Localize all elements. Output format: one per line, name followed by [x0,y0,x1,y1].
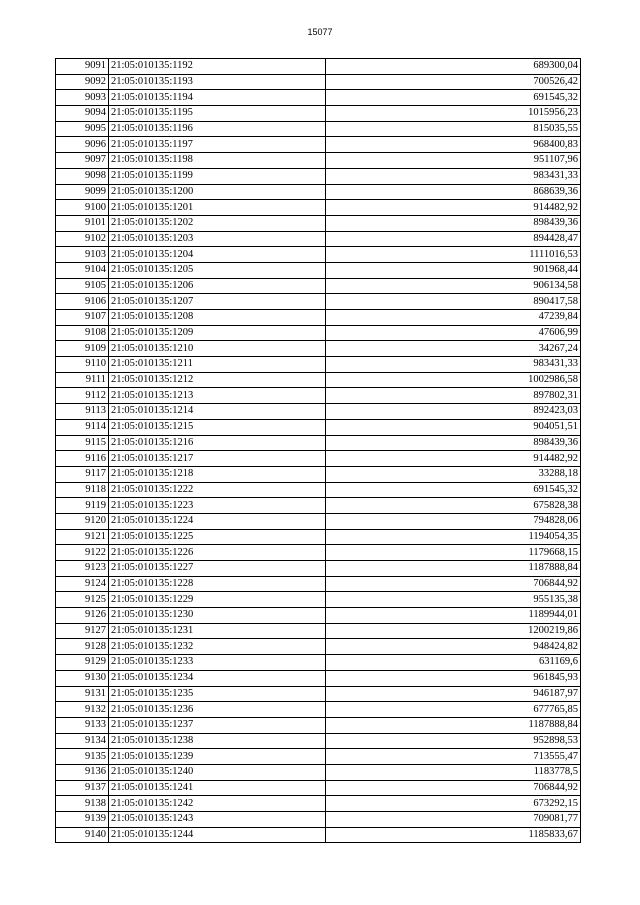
row-number-cell: 9121 [56,529,109,545]
cadastral-value-cell: 951107,96 [326,153,581,169]
table-row [56,341,581,357]
row-number-cell: 9103 [56,247,109,263]
table-row [56,168,581,184]
row-number-cell: 9136 [56,764,109,780]
row-number-cell: 9122 [56,545,109,561]
cadastral-number-cell: 21:05:010135:1224 [109,513,326,529]
cadastral-number-cell: 21:05:010135:1215 [109,419,326,435]
cadastral-value-cell: 955135,38 [326,592,581,608]
cadastral-number-cell: 21:05:010135:1232 [109,639,326,655]
row-number-cell: 9132 [56,702,109,718]
cadastral-value-cell: 33288,18 [326,466,581,482]
cadastral-value-cell: 1183778,5 [326,764,581,780]
row-number-cell: 9102 [56,231,109,247]
row-number-cell: 9124 [56,576,109,592]
table-row [56,310,581,326]
row-number-cell: 9120 [56,513,109,529]
table-row [56,561,581,577]
cadastral-value-cell: 794828,06 [326,513,581,529]
table-row [56,435,581,451]
table-row [56,639,581,655]
cadastral-value-cell: 691545,32 [326,90,581,106]
cadastral-value-cell: 1200219,86 [326,623,581,639]
cadastral-number-cell: 21:05:010135:1198 [109,153,326,169]
cadastral-number-cell: 21:05:010135:1210 [109,341,326,357]
cadastral-number-cell: 21:05:010135:1233 [109,655,326,671]
cadastral-value-cell: 898439,36 [326,435,581,451]
table-row [56,545,581,561]
row-number-cell: 9127 [56,623,109,639]
cadastral-number-cell: 21:05:010135:1200 [109,184,326,200]
cadastral-value-cell: 1111016,53 [326,247,581,263]
table-row [56,419,581,435]
table-row [56,372,581,388]
cadastral-value-cell: 713555,47 [326,749,581,765]
cadastral-value-cell: 968400,83 [326,137,581,153]
table-row [56,529,581,545]
cadastral-number-cell: 21:05:010135:1203 [109,231,326,247]
table-row [56,74,581,90]
cadastral-value-cell: 1194054,35 [326,529,581,545]
table-row [56,357,581,373]
table-row [56,482,581,498]
table-row [56,686,581,702]
table-row [56,404,581,420]
cadastral-number-cell: 21:05:010135:1230 [109,608,326,624]
cadastral-value-cell: 709081,77 [326,812,581,828]
cadastral-number-cell: 21:05:010135:1231 [109,623,326,639]
cadastral-value-cell: 904051,51 [326,419,581,435]
cadastral-number-cell: 21:05:010135:1244 [109,827,326,843]
row-number-cell: 9130 [56,670,109,686]
cadastral-number-cell: 21:05:010135:1222 [109,482,326,498]
row-number-cell: 9119 [56,498,109,514]
table-row [56,294,581,310]
table-row [56,451,581,467]
table-row [56,812,581,828]
cadastral-number-cell: 21:05:010135:1205 [109,262,326,278]
table-row [56,670,581,686]
cadastral-number-cell: 21:05:010135:1214 [109,404,326,420]
row-number-cell: 9107 [56,310,109,326]
cadastral-number-cell: 21:05:010135:1225 [109,529,326,545]
table-row [56,498,581,514]
table-row [56,749,581,765]
cadastral-value-cell: 1015956,23 [326,106,581,122]
table-row [56,388,581,404]
table-row [56,513,581,529]
row-number-cell: 9128 [56,639,109,655]
cadastral-value-cell: 983431,33 [326,168,581,184]
cadastral-number-cell: 21:05:010135:1235 [109,686,326,702]
cadastral-value-cell: 983431,33 [326,357,581,373]
row-number-cell: 9112 [56,388,109,404]
cadastral-number-cell: 21:05:010135:1216 [109,435,326,451]
table-row [56,576,581,592]
cadastral-value-cell: 689300,04 [326,59,581,75]
row-number-cell: 9096 [56,137,109,153]
cadastral-number-cell: 21:05:010135:1211 [109,357,326,373]
row-number-cell: 9099 [56,184,109,200]
table-row [56,137,581,153]
table-row [56,153,581,169]
table-row [56,717,581,733]
row-number-cell: 9133 [56,717,109,733]
cadastral-value-cell: 892423,03 [326,404,581,420]
row-number-cell: 9106 [56,294,109,310]
table-row [56,702,581,718]
table-row [56,592,581,608]
row-number-cell: 9134 [56,733,109,749]
cadastral-value-cell: 706844,92 [326,780,581,796]
cadastral-value-cell: 1187888,84 [326,561,581,577]
cadastral-number-cell: 21:05:010135:1212 [109,372,326,388]
cadastral-number-cell: 21:05:010135:1202 [109,215,326,231]
cadastral-number-cell: 21:05:010135:1213 [109,388,326,404]
table-row [56,200,581,216]
cadastral-number-cell: 21:05:010135:1236 [109,702,326,718]
table-row [56,184,581,200]
table-row [56,215,581,231]
row-number-cell: 9094 [56,106,109,122]
cadastral-value-cell: 890417,58 [326,294,581,310]
cadastral-value-cell: 868639,36 [326,184,581,200]
cadastral-number-cell: 21:05:010135:1223 [109,498,326,514]
table-row [56,655,581,671]
row-number-cell: 9117 [56,466,109,482]
cadastral-value-cell: 1189944,01 [326,608,581,624]
cadastral-number-cell: 21:05:010135:1238 [109,733,326,749]
row-number-cell: 9138 [56,796,109,812]
cadastral-value-cell: 1187888,84 [326,717,581,733]
row-number-cell: 9104 [56,262,109,278]
row-number-cell: 9105 [56,278,109,294]
table-row [56,106,581,122]
table-row [56,623,581,639]
cadastral-number-cell: 21:05:010135:1208 [109,310,326,326]
cadastral-value-cell: 901968,44 [326,262,581,278]
row-number-cell: 9091 [56,59,109,75]
cadastral-value-cell: 906134,58 [326,278,581,294]
cadastral-value-cell: 1002986,58 [326,372,581,388]
cadastral-number-cell: 21:05:010135:1226 [109,545,326,561]
row-number-cell: 9125 [56,592,109,608]
cadastral-value-cell: 47239,84 [326,310,581,326]
cadastral-value-cell: 914482,92 [326,200,581,216]
row-number-cell: 9129 [56,655,109,671]
cadastral-number-cell: 21:05:010135:1209 [109,325,326,341]
row-number-cell: 9137 [56,780,109,796]
cadastral-number-cell: 21:05:010135:1229 [109,592,326,608]
row-number-cell: 9126 [56,608,109,624]
row-number-cell: 9109 [56,341,109,357]
table-row [56,262,581,278]
row-number-cell: 9131 [56,686,109,702]
cadastral-number-cell: 21:05:010135:1243 [109,812,326,828]
cadastral-number-cell: 21:05:010135:1194 [109,90,326,106]
registry-table [55,58,581,843]
row-number-cell: 9100 [56,200,109,216]
cadastral-value-cell: 631169,6 [326,655,581,671]
row-number-cell: 9093 [56,90,109,106]
cadastral-number-cell: 21:05:010135:1218 [109,466,326,482]
row-number-cell: 9123 [56,561,109,577]
cadastral-value-cell: 34267,24 [326,341,581,357]
row-number-cell: 9113 [56,404,109,420]
cadastral-value-cell: 948424,82 [326,639,581,655]
table-row [56,278,581,294]
table-row [56,780,581,796]
cadastral-value-cell: 706844,92 [326,576,581,592]
cadastral-value-cell: 961845,93 [326,670,581,686]
row-number-cell: 9116 [56,451,109,467]
table-row [56,827,581,843]
cadastral-number-cell: 21:05:010135:1217 [109,451,326,467]
row-number-cell: 9092 [56,74,109,90]
cadastral-number-cell: 21:05:010135:1201 [109,200,326,216]
cadastral-number-cell: 21:05:010135:1197 [109,137,326,153]
cadastral-value-cell: 894428,47 [326,231,581,247]
cadastral-number-cell: 21:05:010135:1199 [109,168,326,184]
row-number-cell: 9115 [56,435,109,451]
cadastral-value-cell: 897802,31 [326,388,581,404]
row-number-cell: 9118 [56,482,109,498]
cadastral-number-cell: 21:05:010135:1207 [109,294,326,310]
cadastral-number-cell: 21:05:010135:1237 [109,717,326,733]
row-number-cell: 9135 [56,749,109,765]
cadastral-value-cell: 700526,42 [326,74,581,90]
cadastral-number-cell: 21:05:010135:1193 [109,74,326,90]
row-number-cell: 9110 [56,357,109,373]
table-row [56,733,581,749]
row-number-cell: 9101 [56,215,109,231]
cadastral-value-cell: 47606,99 [326,325,581,341]
cadastral-value-cell: 675828,38 [326,498,581,514]
cadastral-number-cell: 21:05:010135:1234 [109,670,326,686]
row-number-cell: 9114 [56,419,109,435]
cadastral-value-cell: 898439,36 [326,215,581,231]
row-number-cell: 9098 [56,168,109,184]
cadastral-number-cell: 21:05:010135:1192 [109,59,326,75]
row-number-cell: 9097 [56,153,109,169]
cadastral-number-cell: 21:05:010135:1228 [109,576,326,592]
cadastral-value-cell: 1185833,67 [326,827,581,843]
cadastral-value-cell: 815035,55 [326,121,581,137]
cadastral-value-cell: 691545,32 [326,482,581,498]
cadastral-value-cell: 952898,53 [326,733,581,749]
table-row [56,796,581,812]
table-row [56,231,581,247]
cadastral-number-cell: 21:05:010135:1239 [109,749,326,765]
cadastral-value-cell: 1179668,15 [326,545,581,561]
table-row [56,121,581,137]
cadastral-number-cell: 21:05:010135:1206 [109,278,326,294]
cadastral-value-cell: 673292,15 [326,796,581,812]
cadastral-number-cell: 21:05:010135:1240 [109,764,326,780]
table-row [56,764,581,780]
cadastral-number-cell: 21:05:010135:1227 [109,561,326,577]
table-row [56,247,581,263]
cadastral-number-cell: 21:05:010135:1204 [109,247,326,263]
table-row [56,90,581,106]
cadastral-number-cell: 21:05:010135:1196 [109,121,326,137]
cadastral-number-cell: 21:05:010135:1242 [109,796,326,812]
cadastral-number-cell: 21:05:010135:1241 [109,780,326,796]
table-row [56,325,581,341]
page-number: 15077 [307,27,333,37]
row-number-cell: 9111 [56,372,109,388]
row-number-cell: 9095 [56,121,109,137]
table-row [56,466,581,482]
table-row [56,59,581,75]
cadastral-value-cell: 946187,97 [326,686,581,702]
table-row [56,608,581,624]
row-number-cell: 9108 [56,325,109,341]
cadastral-value-cell: 677765,85 [326,702,581,718]
registry-table-body [56,59,581,843]
cadastral-value-cell: 914482,92 [326,451,581,467]
row-number-cell: 9139 [56,812,109,828]
cadastral-number-cell: 21:05:010135:1195 [109,106,326,122]
row-number-cell: 9140 [56,827,109,843]
